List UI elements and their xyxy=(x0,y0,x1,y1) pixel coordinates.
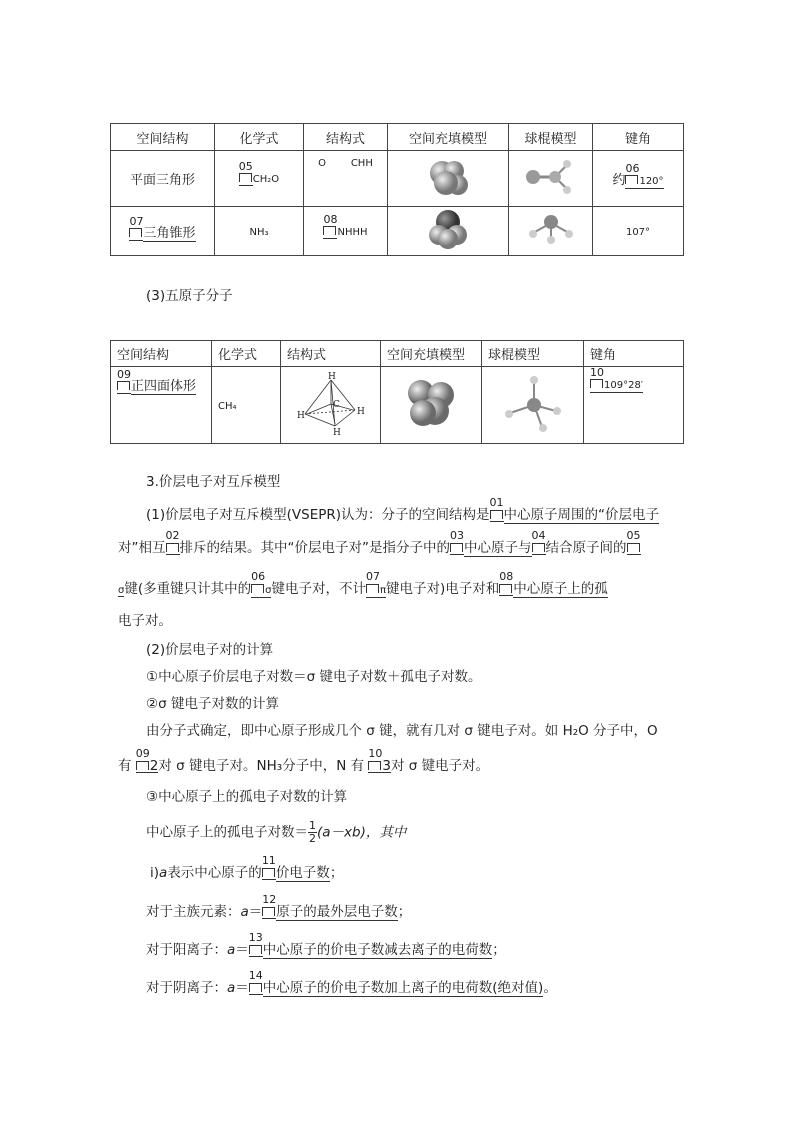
header-spacefill: 空间充填模型 xyxy=(381,341,482,367)
paragraph-vsepr-1: (1)价层电子对互斥模型(VSEPR)认为：分子的空间结构是 01 中心原子周围的“价层电子 xyxy=(146,496,660,523)
molecule-table-1 xyxy=(110,123,684,256)
section-title: 3.价层电子对互斥模型 xyxy=(146,474,281,490)
header-angle: 键角 xyxy=(584,341,684,367)
rule-2: ②σ 键电子对数的计算 xyxy=(146,696,279,712)
paragraph-vsepr-3: σ键(多重键只计其中的 06 σ键电子对，不计 07 π键电子对)电子对和 08 中心原子上的孤 xyxy=(118,570,608,597)
ballstick-model-ch2o xyxy=(509,151,593,207)
cell-structure: 08 NHHH xyxy=(304,207,388,256)
atom-label-h: H xyxy=(327,372,336,382)
header-spacefill: 空间充填模型 xyxy=(388,124,509,151)
ballstick-model-nh3 xyxy=(509,207,593,256)
table-header-row xyxy=(111,341,684,367)
definition-cation: 对于阳离子：a＝ 13 中心原子的价电子数减去离子的电荷数； xyxy=(146,931,506,958)
cell-formula: CH₄ xyxy=(212,367,281,444)
ballstick-model-ch4 xyxy=(482,367,584,444)
header-shape: 空间结构 xyxy=(111,341,212,367)
rule-1: ①中心原子价层电子对数＝σ 键电子对数＋孤电子对数。 xyxy=(146,669,482,685)
atom-label-h: H xyxy=(296,411,305,421)
header-angle: 键角 xyxy=(593,124,684,151)
section-heading: (3)五原子分子 xyxy=(146,288,233,304)
rule-3: ③中心原子上的孤电子对数的计算 xyxy=(146,789,348,805)
paragraph-sigma: 由分子式确定，即中心原子形成几个 σ 键，就有几对 σ 键电子对。如 H₂O 分子中，O xyxy=(146,723,658,739)
table-row xyxy=(111,367,684,444)
atom-label-h: H xyxy=(332,428,341,436)
cell-structure: O CHH xyxy=(304,151,388,207)
header-structure: 结构式 xyxy=(281,341,381,367)
header-formula: 化学式 xyxy=(215,124,304,151)
cell-angle: 约 06 120° xyxy=(593,151,684,207)
structure-formula-ch4 xyxy=(281,367,381,444)
paragraph-sigma-2: 有 09 2对 σ 键电子对。NH₃分子中，N 有 10 3对 σ 键电子对。 xyxy=(118,747,490,774)
paragraph-vsepr-4: 电子对。 xyxy=(118,613,172,629)
spacefill-model-nh3 xyxy=(388,207,509,256)
header-shape: 空间结构 xyxy=(111,124,215,151)
table-row xyxy=(111,151,684,207)
header-ballstick: 球棍模型 xyxy=(482,341,584,367)
header-formula: 化学式 xyxy=(212,341,281,367)
header-structure: 结构式 xyxy=(304,124,388,151)
cell-shape: 07 三角锥形 xyxy=(111,207,215,256)
paragraph-vsepr-2: 对”相互 02 排斥的结果。其中“价层电子对”是指分子中的 03 中心原子与 04 结合原子间的 05 xyxy=(118,529,641,556)
cell-angle: 10 109°28′ xyxy=(584,367,684,444)
spacefill-model-ch4 xyxy=(381,367,482,444)
header-ballstick: 球棍模型 xyxy=(509,124,593,151)
definition-anion: 对于阴离子：a＝ 14 中心原子的价电子数加上离子的电荷数(绝对值)。 xyxy=(146,969,557,996)
table-row xyxy=(111,207,684,256)
cell-formula: 05 CH₂O xyxy=(215,151,304,207)
cell-shape: 09 正四面体形 xyxy=(111,367,212,444)
definition-a: ⅰ)a表示中心原子的 11 价电子数； xyxy=(150,854,344,881)
cell-shape: 平面三角形 xyxy=(111,151,215,207)
definition-main-group: 对于主族元素：a＝ 12 原子的最外层电子数； xyxy=(146,893,412,920)
atom-label-h: H xyxy=(356,407,365,417)
subheading-calc: (2)价层电子对的计算 xyxy=(146,642,274,658)
spacefill-model-ch2o xyxy=(388,151,509,207)
molecule-table-2 xyxy=(110,340,684,444)
answer-blank: 05 xyxy=(239,173,253,186)
cell-formula: NH₃ xyxy=(215,207,304,256)
cell-angle: 107° xyxy=(593,207,684,256)
formula-lone-pairs: 中心原子上的孤电子对数＝ $\frac{1}{2}$ (a－xb)，其中 xyxy=(146,819,407,845)
atom-label-c: C xyxy=(332,400,340,410)
table-header-row xyxy=(111,124,684,151)
